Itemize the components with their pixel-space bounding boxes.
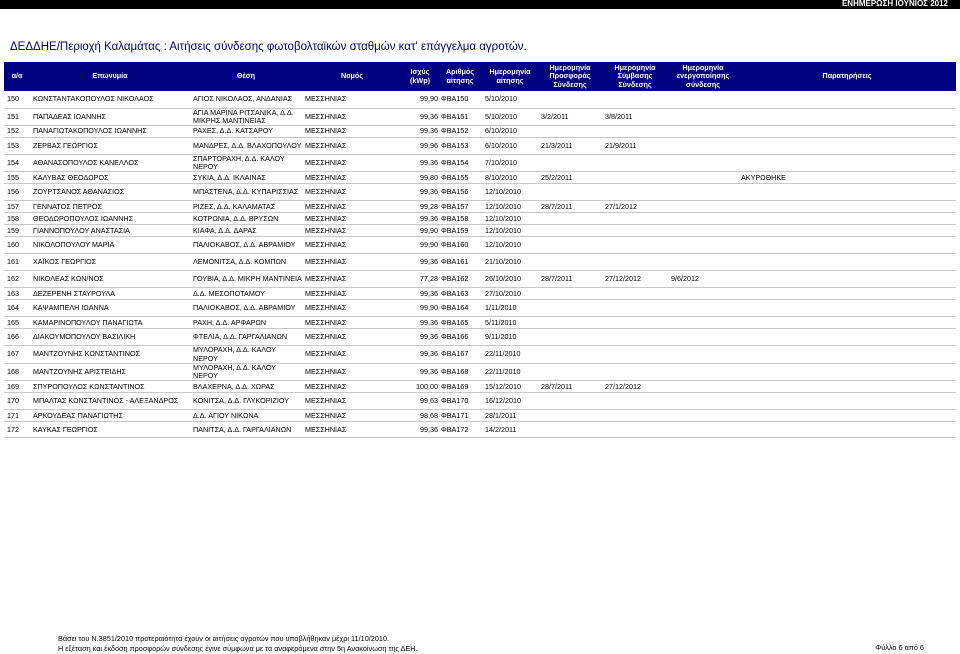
table-row <box>4 91 956 108</box>
row-contract-date: 21/9/2011 <box>602 137 668 154</box>
row-notes <box>738 288 956 300</box>
row-app-date: 22/11/2010 <box>482 363 538 380</box>
row-app-date: 1/11/2010 <box>482 300 538 317</box>
row-name: ΘΕΟΔΩΡΟΠΟΥΛΟΣ ΙΩΑΝΝΗΣ <box>30 213 190 225</box>
row-name: ΠΑΝΑΓΙΩΤΑΚΟΠΟΥΛΟΣ ΙΩΑΝΝΗΣ <box>30 125 190 137</box>
row-app-no: ΦΒΑ153 <box>438 137 482 154</box>
document-title: ΔΕΔΔΗΕ/Περιοχή Καλαμάτας : Αιτήσεις σύνδεσης φωτοβολταϊκών σταθμών κατ' επάγγελμα αγροτών. <box>10 41 527 53</box>
row-notes <box>738 410 956 422</box>
row-offer-date: 28/7/2011 <box>538 201 602 213</box>
footer-note-1: Βάσει του Ν.3851/2010 προτεραιότητα έχουν οι αιτήσεις αγροτών που υποβλήθηκαν μέχρι 11/10/2010. <box>58 634 390 643</box>
table-row <box>4 154 956 171</box>
row-aa: 161 <box>4 254 30 271</box>
table-row <box>4 137 956 154</box>
row-offer-date <box>538 154 602 171</box>
row-location: ΠΑΛΙΟΚΑΒΟΣ, Δ.Δ. ΑΒΡΑΜΙΟΥ <box>190 300 302 317</box>
row-prefecture: ΜΕΣΣΗΝΙΑΣ <box>302 108 402 125</box>
row-aa: 168 <box>4 363 30 380</box>
row-app-no: ΦΒΑ154 <box>438 154 482 171</box>
row-notes <box>738 184 956 201</box>
row-power: 99,36 <box>402 154 438 171</box>
row-location: ΒΛΑΧΕΡΝΑ, Δ.Δ. ΧΩΡΑΣ <box>190 381 302 393</box>
row-activation-date <box>668 346 738 363</box>
row-prefecture: ΜΕΣΣΗΝΙΑΣ <box>302 422 402 438</box>
table-row <box>4 381 956 393</box>
row-prefecture: ΜΕΣΣΗΝΙΑΣ <box>302 201 402 213</box>
row-name: ΧΑΪΚΟΣ ΓΕΩΡΓΙΟΣ <box>30 254 190 271</box>
row-offer-date <box>538 329 602 346</box>
row-power: 99,36 <box>402 422 438 438</box>
row-location: ΑΓΙΟΣ ΝΙΚΟΛΑΟΣ, ΑΝΔΑΝΙΑΣ <box>190 91 302 108</box>
row-activation-date <box>668 317 738 329</box>
row-power: 77,28 <box>402 271 438 288</box>
row-contract-date <box>602 184 668 201</box>
row-offer-date <box>538 300 602 317</box>
row-power: 99,80 <box>402 172 438 184</box>
row-contract-date <box>602 422 668 438</box>
row-aa: 157 <box>4 201 30 213</box>
row-app-date: 12/10/2010 <box>482 237 538 254</box>
row-name: ΖΟΥΡΤΣΑΝΟΣ ΑΘΑΝΑΣΙΟΣ <box>30 184 190 201</box>
row-contract-date <box>602 237 668 254</box>
row-activation-date <box>668 410 738 422</box>
table-row <box>4 271 956 288</box>
row-offer-date: 28/7/2011 <box>538 271 602 288</box>
table-header-row <box>4 62 956 91</box>
row-location: ΠΑΝΙΤΣΑ, Δ.Δ. ΓΑΡΓΑΛΙΑΝΩΝ <box>190 422 302 438</box>
row-offer-date <box>538 125 602 137</box>
row-name: ΝΙΚΟΛΟΠΟΥΛΟΥ ΜΑΡΙΑ <box>30 237 190 254</box>
row-contract-date <box>602 172 668 184</box>
row-app-no: ΦΒΑ155 <box>438 172 482 184</box>
row-app-date: 5/10/2010 <box>482 108 538 125</box>
row-aa: 159 <box>4 225 30 237</box>
table-row <box>4 288 956 300</box>
row-app-no: ΦΒΑ161 <box>438 254 482 271</box>
row-activation-date <box>668 381 738 393</box>
row-notes <box>738 108 956 125</box>
row-app-no: ΦΒΑ152 <box>438 125 482 137</box>
row-aa: 160 <box>4 237 30 254</box>
row-location: ΡΑΧΗ, Δ.Δ. ΑΡΦΑΡΩΝ <box>190 317 302 329</box>
row-activation-date <box>668 422 738 438</box>
row-aa: 152 <box>4 125 30 137</box>
row-location: Δ.Δ. ΑΓΙΟΥ ΝΙΚΩΝΑ <box>190 410 302 422</box>
row-app-no: ΦΒΑ158 <box>438 213 482 225</box>
row-app-no: ΦΒΑ157 <box>438 201 482 213</box>
row-notes <box>738 393 956 410</box>
table-row <box>4 317 956 329</box>
row-prefecture: ΜΕΣΣΗΝΙΑΣ <box>302 254 402 271</box>
row-power: 99,63 <box>402 393 438 410</box>
table-row <box>4 237 956 254</box>
row-activation-date <box>668 363 738 380</box>
row-aa: 171 <box>4 410 30 422</box>
row-name: ΚΑΜΑΡΙΝΟΠΟΥΛΟΥ ΠΑΝΑΓΙΩΤΑ <box>30 317 190 329</box>
row-name: ΚΑΥΚΑΣ ΓΕΩΡΓΙΟΣ <box>30 422 190 438</box>
row-activation-date <box>668 154 738 171</box>
row-contract-date <box>602 363 668 380</box>
row-aa: 167 <box>4 346 30 363</box>
row-activation-date <box>668 300 738 317</box>
row-prefecture: ΜΕΣΣΗΝΙΑΣ <box>302 329 402 346</box>
row-prefecture: ΜΕΣΣΗΝΙΑΣ <box>302 317 402 329</box>
row-name: ΠΑΠΑΔΕΑΣ ΙΩΑΝΝΗΣ <box>30 108 190 125</box>
row-offer-date: 3/2/2011 <box>538 108 602 125</box>
row-aa: 155 <box>4 172 30 184</box>
row-name: ΝΙΚΟΛΕΑΣ ΚΩΝ/ΝΟΣ <box>30 271 190 288</box>
row-notes <box>738 137 956 154</box>
row-power: 99,36 <box>402 213 438 225</box>
footer-note-2: Η εξέταση και έκδοση προσφορών σύνδεσης έγινε σύμφωνα με τα αναφερόμενα στην 5η Ανακοίνωση της ΔΕΗ. <box>58 644 418 653</box>
row-app-date: 27/10/2010 <box>482 288 538 300</box>
col-app-no: Αριθμός αίτησης <box>438 62 482 91</box>
row-offer-date <box>538 91 602 108</box>
row-notes <box>738 381 956 393</box>
applications-table <box>4 62 956 438</box>
row-prefecture: ΜΕΣΣΗΝΙΑΣ <box>302 381 402 393</box>
row-app-date: 7/10/2010 <box>482 154 538 171</box>
row-prefecture: ΜΕΣΣΗΝΙΑΣ <box>302 237 402 254</box>
row-offer-date <box>538 254 602 271</box>
col-contract-date: Ημερομηνία Σύμβασης Σύνδεσης <box>602 62 668 91</box>
row-activation-date <box>668 184 738 201</box>
row-power: 99,96 <box>402 137 438 154</box>
row-prefecture: ΜΕΣΣΗΝΙΑΣ <box>302 125 402 137</box>
row-notes <box>738 254 956 271</box>
table-row <box>4 363 956 380</box>
row-name: ΑΘΑΝΑΣΟΠΟΥΛΟΣ ΚΑΝΕΛΛΟΣ <box>30 154 190 171</box>
row-name: ΑΡΚΟΥΔΕΑΣ ΠΑΝΑΓΙΩΤΗΣ <box>30 410 190 422</box>
row-contract-date <box>602 213 668 225</box>
row-location: ΜΑΝΔΡΕΣ, Δ.Δ. ΒΛΑΧΟΠΟΥΛΟΥ <box>190 137 302 154</box>
row-activation-date <box>668 172 738 184</box>
update-label: ΕΝΗΜΕΡΩΣΗ ΙΟΥΝΙΟΣ 2012 <box>841 0 948 8</box>
row-contract-date <box>602 410 668 422</box>
row-activation-date <box>668 201 738 213</box>
row-activation-date <box>668 91 738 108</box>
row-notes <box>738 91 956 108</box>
row-power: 99,28 <box>402 201 438 213</box>
row-location: Δ.Δ. ΜΕΣΟΠΟΤΑΜΟΥ <box>190 288 302 300</box>
row-aa: 166 <box>4 329 30 346</box>
row-activation-date <box>668 137 738 154</box>
table-row <box>4 300 956 317</box>
row-location: ΦΤΕΛΙΑ, Δ.Δ. ΓΑΡΓΑΛΙΑΝΩΝ <box>190 329 302 346</box>
row-aa: 170 <box>4 393 30 410</box>
row-app-date: 5/11/2010 <box>482 317 538 329</box>
row-notes <box>738 422 956 438</box>
col-notes: Παρατηρήσεις <box>738 62 956 91</box>
table-row <box>4 346 956 363</box>
row-name: ΜΠΑΛΤΑΣ ΚΩΝΣΤΑΝΤΙΝΟΣ - ΑΛΕΞΑΝΔΡΟΣ <box>30 393 190 410</box>
row-activation-date: 9/6/2012 <box>668 271 738 288</box>
row-prefecture: ΜΕΣΣΗΝΙΑΣ <box>302 137 402 154</box>
row-prefecture: ΜΕΣΣΗΝΙΑΣ <box>302 288 402 300</box>
row-offer-date <box>538 363 602 380</box>
row-aa: 153 <box>4 137 30 154</box>
row-contract-date <box>602 254 668 271</box>
row-power: 99,36 <box>402 184 438 201</box>
row-contract-date <box>602 288 668 300</box>
row-app-date: 9/11/2010 <box>482 329 538 346</box>
col-name: Επωνυμία <box>30 62 190 91</box>
row-contract-date <box>602 125 668 137</box>
row-contract-date <box>602 393 668 410</box>
table-row <box>4 254 956 271</box>
row-app-no: ΦΒΑ165 <box>438 317 482 329</box>
row-notes <box>738 329 956 346</box>
row-notes <box>738 125 956 137</box>
row-offer-date <box>538 288 602 300</box>
table-row <box>4 172 956 184</box>
row-location: ΓΟΥΒΙΑ, Δ.Δ. ΜΙΚΡΗ ΜΑΝΤΙΝΕΙΑ <box>190 271 302 288</box>
row-location: ΚΙΑΦΑ, Δ.Δ. ΔΑΡΑΣ <box>190 225 302 237</box>
row-activation-date <box>668 225 738 237</box>
row-app-date: 12/10/2010 <box>482 225 538 237</box>
row-prefecture: ΜΕΣΣΗΝΙΑΣ <box>302 346 402 363</box>
row-app-no: ΦΒΑ151 <box>438 108 482 125</box>
col-location: Θέση <box>190 62 302 91</box>
row-name: ΖΕΡΒΑΣ ΓΕΩΡΓΙΟΣ <box>30 137 190 154</box>
row-contract-date <box>602 300 668 317</box>
row-location: ΚΟΝΙΤΣΑ, Δ.Δ. ΓΛΥΚΟΡΙΖΙΟΥ <box>190 393 302 410</box>
row-location: ΜΥΛΟΡΑΧΗ, Δ.Δ. ΚΑΛΟΥ ΝΕΡΟΥ <box>190 363 302 380</box>
col-app-date: Ημερομηνία αίτησης <box>482 62 538 91</box>
row-app-no: ΦΒΑ156 <box>438 184 482 201</box>
row-activation-date <box>668 108 738 125</box>
table-row <box>4 108 956 125</box>
table-row <box>4 184 956 201</box>
row-power: 99,36 <box>402 125 438 137</box>
row-power: 99,36 <box>402 254 438 271</box>
row-name: ΚΑΨΑΜΠΕΛΗ ΙΩΑΝΝΑ <box>30 300 190 317</box>
row-app-no: ΦΒΑ150 <box>438 91 482 108</box>
row-prefecture: ΜΕΣΣΗΝΙΑΣ <box>302 184 402 201</box>
row-name: ΓΙΑΝΝΟΠΟΥΛΟΥ ΑΝΑΣΤΑΣΙΑ <box>30 225 190 237</box>
row-power: 100,00 <box>402 381 438 393</box>
row-offer-date <box>538 317 602 329</box>
row-contract-date <box>602 225 668 237</box>
row-power: 98,68 <box>402 410 438 422</box>
row-location: ΡΑΧΕΣ, Δ.Δ. ΚΑΤΣΑΡΟΥ <box>190 125 302 137</box>
row-app-no: ΦΒΑ159 <box>438 225 482 237</box>
row-aa: 164 <box>4 300 30 317</box>
row-aa: 165 <box>4 317 30 329</box>
row-aa: 156 <box>4 184 30 201</box>
row-activation-date <box>668 213 738 225</box>
row-app-date: 22/11/2010 <box>482 346 538 363</box>
row-notes <box>738 317 956 329</box>
row-name: ΔΙΑΚΟΥΜΟΠΟΥΛΟΥ ΒΑΣΙΛΙΚΗ <box>30 329 190 346</box>
col-offer-date: Ημερομηνία Προσφοράς Σύνδεσης <box>538 62 602 91</box>
row-offer-date <box>538 237 602 254</box>
row-app-date: 12/10/2010 <box>482 213 538 225</box>
row-power: 99,36 <box>402 317 438 329</box>
table-row <box>4 225 956 237</box>
table-row <box>4 410 956 422</box>
row-contract-date <box>602 154 668 171</box>
row-app-date: 5/10/2010 <box>482 91 538 108</box>
row-app-no: ΦΒΑ164 <box>438 300 482 317</box>
row-power: 99,90 <box>402 237 438 254</box>
row-notes: ΑΚΥΡΩΘΗΚΕ <box>738 172 956 184</box>
row-offer-date <box>538 225 602 237</box>
page-number: Φύλλο 6 από 6 <box>875 643 924 652</box>
row-contract-date <box>602 329 668 346</box>
col-prefecture: Νομός <box>302 62 402 91</box>
row-app-date: 12/10/2010 <box>482 201 538 213</box>
row-prefecture: ΜΕΣΣΗΝΙΑΣ <box>302 393 402 410</box>
row-app-date: 26/10/2010 <box>482 271 538 288</box>
row-notes <box>738 213 956 225</box>
row-contract-date: 27/1/2012 <box>602 201 668 213</box>
row-power: 99,36 <box>402 346 438 363</box>
row-aa: 172 <box>4 422 30 438</box>
row-notes <box>738 271 956 288</box>
row-prefecture: ΜΕΣΣΗΝΙΑΣ <box>302 91 402 108</box>
row-contract-date <box>602 346 668 363</box>
row-contract-date <box>602 317 668 329</box>
row-name: ΜΑΝΤΖΟΥΝΗΣ ΚΩΝΣΤΑΝΤΙΝΟΣ <box>30 346 190 363</box>
table-row <box>4 213 956 225</box>
row-power: 99,36 <box>402 363 438 380</box>
row-location: ΜΥΛΟΡΑΧΗ, Δ.Δ. ΚΑΛΟΥ ΝΕΡΟΥ <box>190 346 302 363</box>
row-power: 99,36 <box>402 288 438 300</box>
row-activation-date <box>668 329 738 346</box>
table-row <box>4 201 956 213</box>
row-aa: 169 <box>4 381 30 393</box>
row-aa: 154 <box>4 154 30 171</box>
row-power: 99,90 <box>402 225 438 237</box>
row-name: ΜΑΝΤΖΟΥΝΗΣ ΑΡΙΣΤΕΙΔΗΣ <box>30 363 190 380</box>
row-app-date: 28/1/2011 <box>482 410 538 422</box>
row-prefecture: ΜΕΣΣΗΝΙΑΣ <box>302 154 402 171</box>
row-activation-date <box>668 125 738 137</box>
row-location: ΠΑΛΙΟΚΑΒΟΣ, Δ.Δ. ΑΒΡΑΜΙΟΥ <box>190 237 302 254</box>
row-app-date: 21/10/2010 <box>482 254 538 271</box>
row-name: ΣΠΥΡΟΠΟΥΛΟΣ ΚΩΝΣΤΑΝΤΙΝΟΣ <box>30 381 190 393</box>
row-app-date: 16/12/2010 <box>482 393 538 410</box>
row-app-date: 14/2/2011 <box>482 422 538 438</box>
row-notes <box>738 346 956 363</box>
row-offer-date: 25/2/2011 <box>538 172 602 184</box>
row-location: ΣΥΚΙΑ, Δ.Δ. ΙΚΛΑΙΝΑΣ <box>190 172 302 184</box>
row-activation-date <box>668 393 738 410</box>
row-location: ΑΓΙΑ ΜΑΡΙΝΑ ΡΙΤΣΑΝΙΚΑ, Δ.Δ. ΜΙΚΡΗΣ ΜΑΝΤΙΝΕΙΑΣ <box>190 108 302 125</box>
row-aa: 162 <box>4 271 30 288</box>
row-notes <box>738 237 956 254</box>
row-notes <box>738 300 956 317</box>
row-location: ΡΙΖΕΣ, Δ.Δ. ΚΑΛΑΜΑΤΑΣ <box>190 201 302 213</box>
row-name: ΔΕΖΕΡΕΝΗ ΣΤΑΥΡΟΥΛΑ <box>30 288 190 300</box>
col-power: Ισχύς (kWp) <box>402 62 438 91</box>
row-prefecture: ΜΕΣΣΗΝΙΑΣ <box>302 410 402 422</box>
row-notes <box>738 154 956 171</box>
row-location: ΜΠΑΣΤΕΝΑ, Δ.Δ. ΚΥΠΑΡΙΣΣΙΑΣ <box>190 184 302 201</box>
row-notes <box>738 225 956 237</box>
row-offer-date: 28/7/2011 <box>538 381 602 393</box>
row-prefecture: ΜΕΣΣΗΝΙΑΣ <box>302 363 402 380</box>
row-app-no: ΦΒΑ169 <box>438 381 482 393</box>
row-location: ΛΕΜΟΝΙΤΣΑ, Δ.Δ. ΚΟΜΠΩΝ <box>190 254 302 271</box>
row-offer-date <box>538 393 602 410</box>
row-activation-date <box>668 237 738 254</box>
row-offer-date: 21/3/2011 <box>538 137 602 154</box>
row-app-no: ΦΒΑ166 <box>438 329 482 346</box>
row-contract-date: 27/12/2012 <box>602 271 668 288</box>
row-prefecture: ΜΕΣΣΗΝΙΑΣ <box>302 213 402 225</box>
row-prefecture: ΜΕΣΣΗΝΙΑΣ <box>302 225 402 237</box>
row-aa: 163 <box>4 288 30 300</box>
row-offer-date <box>538 346 602 363</box>
table-row <box>4 125 956 137</box>
col-activation-date: Ημερομηνία ενεργοποίησης σύνδεσης <box>668 62 738 91</box>
row-offer-date <box>538 422 602 438</box>
row-notes <box>738 201 956 213</box>
row-app-date: 6/10/2010 <box>482 125 538 137</box>
row-activation-date <box>668 288 738 300</box>
row-app-date: 15/12/2010 <box>482 381 538 393</box>
row-app-no: ΦΒΑ163 <box>438 288 482 300</box>
row-name: ΓΕΝΝΑΤΟΣ ΠΕΤΡΟΣ <box>30 201 190 213</box>
row-app-no: ΦΒΑ162 <box>438 271 482 288</box>
row-location: ΚΟΤΡΩΝΙΑ, Δ.Δ. ΒΡΥΣΩΝ <box>190 213 302 225</box>
row-app-date: 12/10/2010 <box>482 184 538 201</box>
row-app-no: ΦΒΑ170 <box>438 393 482 410</box>
table-row <box>4 393 956 410</box>
row-offer-date <box>538 184 602 201</box>
row-app-no: ΦΒΑ167 <box>438 346 482 363</box>
row-app-no: ΦΒΑ160 <box>438 237 482 254</box>
row-name: ΚΑΛΥΒΑΣ ΘΕΟΔΩΡΟΣ <box>30 172 190 184</box>
row-notes <box>738 363 956 380</box>
row-app-no: ΦΒΑ168 <box>438 363 482 380</box>
row-aa: 158 <box>4 213 30 225</box>
row-contract-date: 27/12/2012 <box>602 381 668 393</box>
row-contract-date: 3/8/2011 <box>602 108 668 125</box>
row-aa: 151 <box>4 108 30 125</box>
row-aa: 150 <box>4 91 30 108</box>
row-app-date: 6/10/2010 <box>482 137 538 154</box>
row-name: ΚΩΝΣΤΑΝΤΑΚΟΠΟΥΛΟΣ ΝΙΚΟΛΑΟΣ <box>30 91 190 108</box>
row-power: 99,90 <box>402 300 438 317</box>
row-power: 99,90 <box>402 91 438 108</box>
row-offer-date <box>538 213 602 225</box>
row-app-date: 8/10/2010 <box>482 172 538 184</box>
row-contract-date <box>602 91 668 108</box>
row-power: 99,36 <box>402 329 438 346</box>
row-app-no: ΦΒΑ171 <box>438 410 482 422</box>
table-row <box>4 422 956 438</box>
row-prefecture: ΜΕΣΣΗΝΙΑΣ <box>302 300 402 317</box>
row-prefecture: ΜΕΣΣΗΝΙΑΣ <box>302 271 402 288</box>
row-activation-date <box>668 254 738 271</box>
row-prefecture: ΜΕΣΣΗΝΙΑΣ <box>302 172 402 184</box>
table-row <box>4 329 956 346</box>
top-bar <box>0 0 960 9</box>
row-offer-date <box>538 410 602 422</box>
col-aa: α/α <box>4 62 30 91</box>
row-app-no: ΦΒΑ172 <box>438 422 482 438</box>
row-power: 99,36 <box>402 108 438 125</box>
row-location: ΣΠΑΡΤΟΡΑΧΗ, Δ.Δ. ΚΑΛΟΥ ΝΕΡΟΥ <box>190 154 302 171</box>
